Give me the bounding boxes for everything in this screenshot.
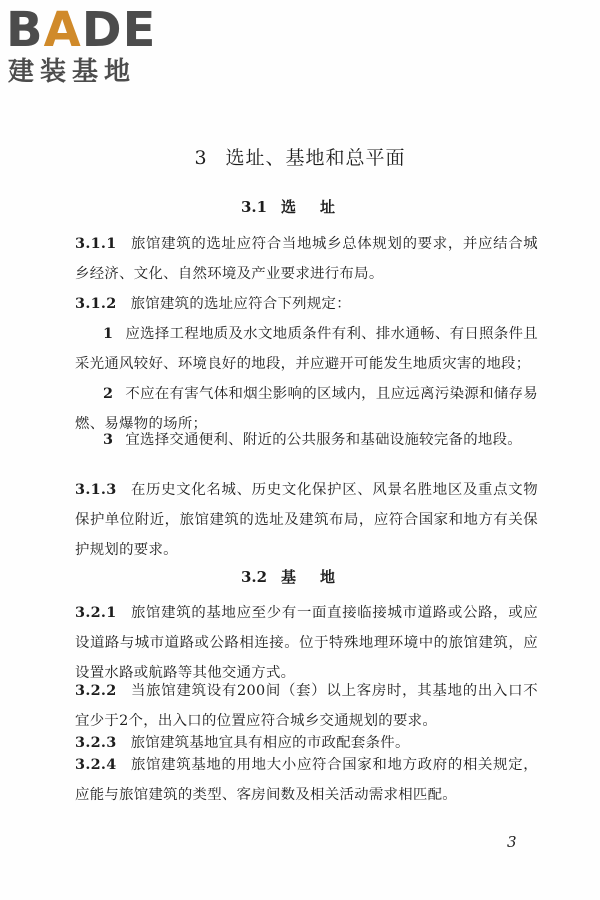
section-heading-3-1 <box>0 196 600 218</box>
clause-3-2-2 <box>75 676 538 736</box>
clause-text: 旅馆建筑基地宜具有相应的市政配套条件。 <box>130 735 410 751</box>
clause-number: 3.2.1 <box>75 604 117 621</box>
list-item-1 <box>75 319 538 379</box>
bade-logo <box>6 4 181 92</box>
logo-subtitle: 建装基地 <box>8 57 137 87</box>
chapter-title <box>0 144 600 172</box>
clause-3-2-1 <box>75 598 538 688</box>
list-item-3 <box>75 425 538 455</box>
clause-text: 在历史文化名城、历史文化保护区、风景名胜地区及重点文物保护单位附近，旅馆建筑的选址及建筑布局，应符合国家和地方有关保护规划的要求。 <box>75 482 538 558</box>
clause-3-2-4 <box>75 750 538 810</box>
clause-text: 旅馆建筑的选址应符合下列规定： <box>130 296 351 312</box>
clause-number: 3.1.3 <box>75 481 117 498</box>
chapter-number: 3 <box>194 147 208 169</box>
item-number: 2 <box>103 385 114 402</box>
section-number: 3.1 <box>240 198 268 216</box>
clause-number: 3.1.1 <box>75 235 117 252</box>
clause-3-1-3 <box>75 475 538 565</box>
clause-number: 3.1.2 <box>75 295 117 312</box>
item-number: 3 <box>103 431 114 448</box>
logo-wordmark: BADE <box>6 2 157 58</box>
clause-3-1-2 <box>75 289 538 319</box>
item-text: 应选择工程地质及水文地质条件有利、排水通畅、有日照条件且采光通风较好、环境良好的地段，并应避开可能发生地质灾害的地段； <box>75 326 538 372</box>
item-number: 1 <box>103 325 114 342</box>
section-heading-3-2 <box>0 566 600 588</box>
page-number: 3 <box>507 833 517 851</box>
clause-3-1-1 <box>75 229 538 289</box>
section-title: 选址 <box>281 198 360 216</box>
clause-number: 3.2.3 <box>75 734 117 751</box>
section-number: 3.2 <box>240 568 268 586</box>
chapter-title-text: 选址、基地和总平面 <box>225 147 406 169</box>
clause-text: 旅馆建筑的基地应至少有一面直接临接城市道路或公路，或应设道路与城市道路或公路相连接。位于特殊地理环境中的旅馆建筑，应设置水路或航路等其他交通方式。 <box>75 605 538 681</box>
clause-text: 当旅馆建筑设有200间（套）以上客房时，其基地的出入口不宜少于2个，出入口的位置应符合城乡交通规划的要求。 <box>75 683 538 729</box>
item-text: 不应在有害气体和烟尘影响的区域内，且应远离污染源和储存易燃、易爆物的场所； <box>75 386 538 432</box>
clause-text: 旅馆建筑基地的用地大小应符合国家和地方政府的相关规定，应能与旅馆建筑的类型、客房间数及相关活动需求相匹配。 <box>75 757 538 803</box>
clause-number: 3.2.2 <box>75 682 117 699</box>
clause-text: 旅馆建筑的选址应符合当地城乡总体规划的要求，并应结合城乡经济、文化、自然环境及产业要求进行布局。 <box>75 236 538 282</box>
section-title: 基地 <box>281 568 360 586</box>
item-text: 宜选择交通便利、附近的公共服务和基础设施较完备的地段。 <box>125 432 522 448</box>
clause-number: 3.2.4 <box>75 756 117 773</box>
